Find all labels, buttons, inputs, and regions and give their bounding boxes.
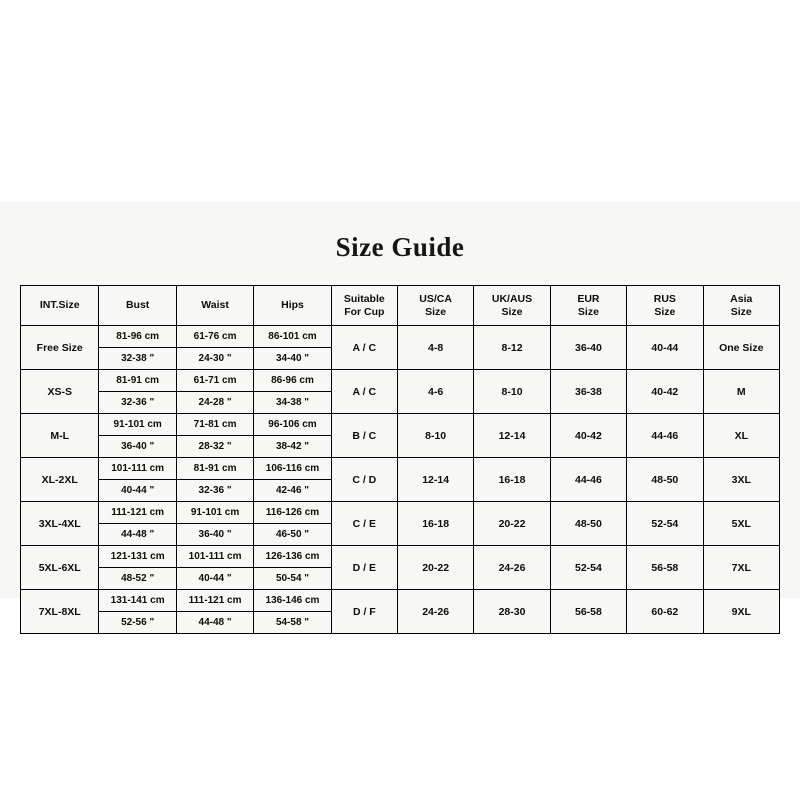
cell-eur: 48-50 [550, 502, 626, 546]
cell-us-ca: 8-10 [397, 414, 473, 458]
cell-bust-inch: 40-44 " [121, 485, 155, 496]
cell-uk-aus: 12-14 [474, 414, 550, 458]
cell-asia: 3XL [703, 458, 779, 502]
table-header [21, 286, 780, 326]
cell-waist [176, 590, 253, 634]
cell-cup: C / D [331, 458, 397, 502]
cell-hips-cm: 116-126 cm [254, 502, 330, 524]
cell-bust [99, 458, 176, 502]
size-guide-table-wrapper [20, 285, 780, 634]
cell-waist [176, 502, 253, 546]
cell-waist-cm: 91-101 cm [177, 502, 253, 524]
cell-uk-aus: 8-12 [474, 326, 550, 370]
table-header-row [21, 286, 780, 326]
cell-hips-inch: 46-50 " [275, 529, 310, 540]
cell-int-size: 7XL-8XL [21, 590, 99, 634]
cell-hips-inch: 42-46 " [275, 485, 310, 496]
table-row [21, 502, 780, 546]
column-header-usca-line2: Size [425, 305, 447, 318]
cell-bust [99, 590, 176, 634]
column-header-asia-line1: Asia [730, 293, 753, 306]
cell-eur: 36-38 [550, 370, 626, 414]
cell-asia: M [703, 370, 779, 414]
column-header-rus-size [627, 286, 703, 326]
cell-us-ca: 4-8 [397, 326, 473, 370]
table-row [21, 414, 780, 458]
cell-waist-inch: 36-40 " [198, 529, 232, 540]
cell-bust-inch: 32-38 " [121, 353, 155, 364]
cell-bust [99, 414, 176, 458]
cell-bust-cm: 111-121 cm [99, 502, 175, 524]
column-header-ukaus-line2: Size [501, 305, 523, 318]
cell-bust [99, 370, 176, 414]
cell-waist-inch: 28-32 " [198, 441, 232, 452]
cell-hips-cm: 86-101 cm [254, 326, 330, 348]
cell-bust-cm: 81-91 cm [99, 370, 175, 392]
column-header-eur-line1: EUR [577, 293, 600, 306]
cell-bust-cm: 91-101 cm [99, 414, 175, 436]
cell-int-size: XS-S [21, 370, 99, 414]
cell-bust-inch: 48-52 " [121, 573, 155, 584]
cell-bust-cm: 131-141 cm [99, 590, 175, 612]
cell-waist-inch: 24-30 " [198, 353, 232, 364]
cell-waist-inch: 24-28 " [198, 397, 232, 408]
cell-eur: 36-40 [550, 326, 626, 370]
cell-us-ca: 12-14 [397, 458, 473, 502]
cell-bust-cm: 81-96 cm [99, 326, 175, 348]
cell-cup: D / E [331, 546, 397, 590]
cell-us-ca: 20-22 [397, 546, 473, 590]
column-header-cup-line2: For Cup [344, 305, 385, 318]
cell-hips [254, 414, 331, 458]
cell-us-ca: 24-26 [397, 590, 473, 634]
cell-waist-cm: 111-121 cm [177, 590, 253, 612]
cell-hips-inch: 34-38 " [275, 397, 310, 408]
cell-bust [99, 326, 176, 370]
cell-eur: 52-54 [550, 546, 626, 590]
cell-hips [254, 502, 331, 546]
cell-bust-inch: 44-48 " [121, 529, 155, 540]
cell-int-size: M-L [21, 414, 99, 458]
cell-waist [176, 414, 253, 458]
size-guide-table [20, 285, 780, 634]
cell-eur: 44-46 [550, 458, 626, 502]
table-row [21, 590, 780, 634]
column-header-waist: Waist [176, 286, 253, 326]
cell-cup: C / E [331, 502, 397, 546]
cell-hips-cm: 136-146 cm [254, 590, 330, 612]
column-header-asia-size [703, 286, 779, 326]
cell-asia: One Size [703, 326, 779, 370]
cell-asia: XL [703, 414, 779, 458]
column-header-eur-size [550, 286, 626, 326]
cell-waist [176, 458, 253, 502]
cell-hips [254, 370, 331, 414]
cell-hips-cm: 96-106 cm [254, 414, 330, 436]
cell-waist-cm: 61-76 cm [177, 326, 253, 348]
column-header-uk-aus-size [474, 286, 550, 326]
cell-hips [254, 590, 331, 634]
cell-waist [176, 546, 253, 590]
cell-hips-inch: 34-40 " [275, 353, 310, 364]
cell-waist-cm: 101-111 cm [177, 546, 253, 568]
cell-rus: 40-42 [627, 370, 703, 414]
column-header-int-size: INT.Size [21, 286, 99, 326]
cell-int-size: 5XL-6XL [21, 546, 99, 590]
column-header-bust: Bust [99, 286, 176, 326]
cell-cup: A / C [331, 326, 397, 370]
cell-bust [99, 546, 176, 590]
cell-waist-cm: 61-71 cm [177, 370, 253, 392]
column-header-asia-line2: Size [730, 305, 752, 318]
cell-uk-aus: 8-10 [474, 370, 550, 414]
cell-asia: 9XL [703, 590, 779, 634]
cell-uk-aus: 28-30 [474, 590, 550, 634]
cell-waist-inch: 44-48 " [198, 617, 232, 628]
column-header-rus-line2: Size [654, 305, 676, 318]
cell-bust-inch: 32-36 " [121, 397, 155, 408]
cell-hips-cm: 106-116 cm [254, 458, 330, 480]
cell-uk-aus: 16-18 [474, 458, 550, 502]
cell-bust-inch: 52-56 " [121, 617, 155, 628]
cell-hips [254, 458, 331, 502]
table-row [21, 546, 780, 590]
cell-int-size: 3XL-4XL [21, 502, 99, 546]
column-header-hips: Hips [254, 286, 331, 326]
table-row [21, 370, 780, 414]
cell-hips-inch: 54-58 " [275, 617, 310, 628]
cell-asia: 7XL [703, 546, 779, 590]
cell-eur: 40-42 [550, 414, 626, 458]
cell-rus: 56-58 [627, 546, 703, 590]
column-header-usca-line1: US/CA [419, 293, 452, 306]
cell-uk-aus: 20-22 [474, 502, 550, 546]
cell-us-ca: 4-6 [397, 370, 473, 414]
cell-waist-cm: 71-81 cm [177, 414, 253, 436]
cell-rus: 60-62 [627, 590, 703, 634]
cell-waist [176, 326, 253, 370]
column-header-rus-line1: RUS [653, 293, 676, 306]
table-body [21, 326, 780, 634]
cell-hips-inch: 50-54 " [275, 573, 310, 584]
cell-waist-inch: 32-36 " [198, 485, 232, 496]
cell-rus: 52-54 [627, 502, 703, 546]
cell-bust-cm: 101-111 cm [99, 458, 175, 480]
cell-uk-aus: 24-26 [474, 546, 550, 590]
cell-waist [176, 370, 253, 414]
cell-hips [254, 546, 331, 590]
cell-waist-inch: 40-44 " [198, 573, 232, 584]
cell-waist-cm: 81-91 cm [177, 458, 253, 480]
cell-eur: 56-58 [550, 590, 626, 634]
cell-bust-cm: 121-131 cm [99, 546, 175, 568]
column-header-ukaus-line1: UK/AUS [491, 293, 533, 306]
page-title: Size Guide [335, 232, 465, 262]
cell-hips-cm: 126-136 cm [254, 546, 330, 568]
cell-bust-inch: 36-40 " [121, 441, 155, 452]
cell-hips-cm: 86-96 cm [254, 370, 330, 392]
cell-int-size: Free Size [21, 326, 99, 370]
cell-asia: 5XL [703, 502, 779, 546]
cell-cup: B / C [331, 414, 397, 458]
cell-hips [254, 326, 331, 370]
cell-cup: D / F [331, 590, 397, 634]
cell-int-size: XL-2XL [21, 458, 99, 502]
cell-bust [99, 502, 176, 546]
cell-us-ca: 16-18 [397, 502, 473, 546]
column-header-suitable-for-cup [331, 286, 397, 326]
column-header-eur-line2: Size [577, 305, 599, 318]
column-header-us-ca-size [397, 286, 473, 326]
table-row [21, 326, 780, 370]
cell-hips-inch: 38-42 " [275, 441, 310, 452]
cell-rus: 44-46 [627, 414, 703, 458]
cell-rus: 40-44 [627, 326, 703, 370]
column-header-cup-line1: Suitable [343, 293, 385, 306]
cell-cup: A / C [331, 370, 397, 414]
cell-rus: 48-50 [627, 458, 703, 502]
table-row [21, 458, 780, 502]
